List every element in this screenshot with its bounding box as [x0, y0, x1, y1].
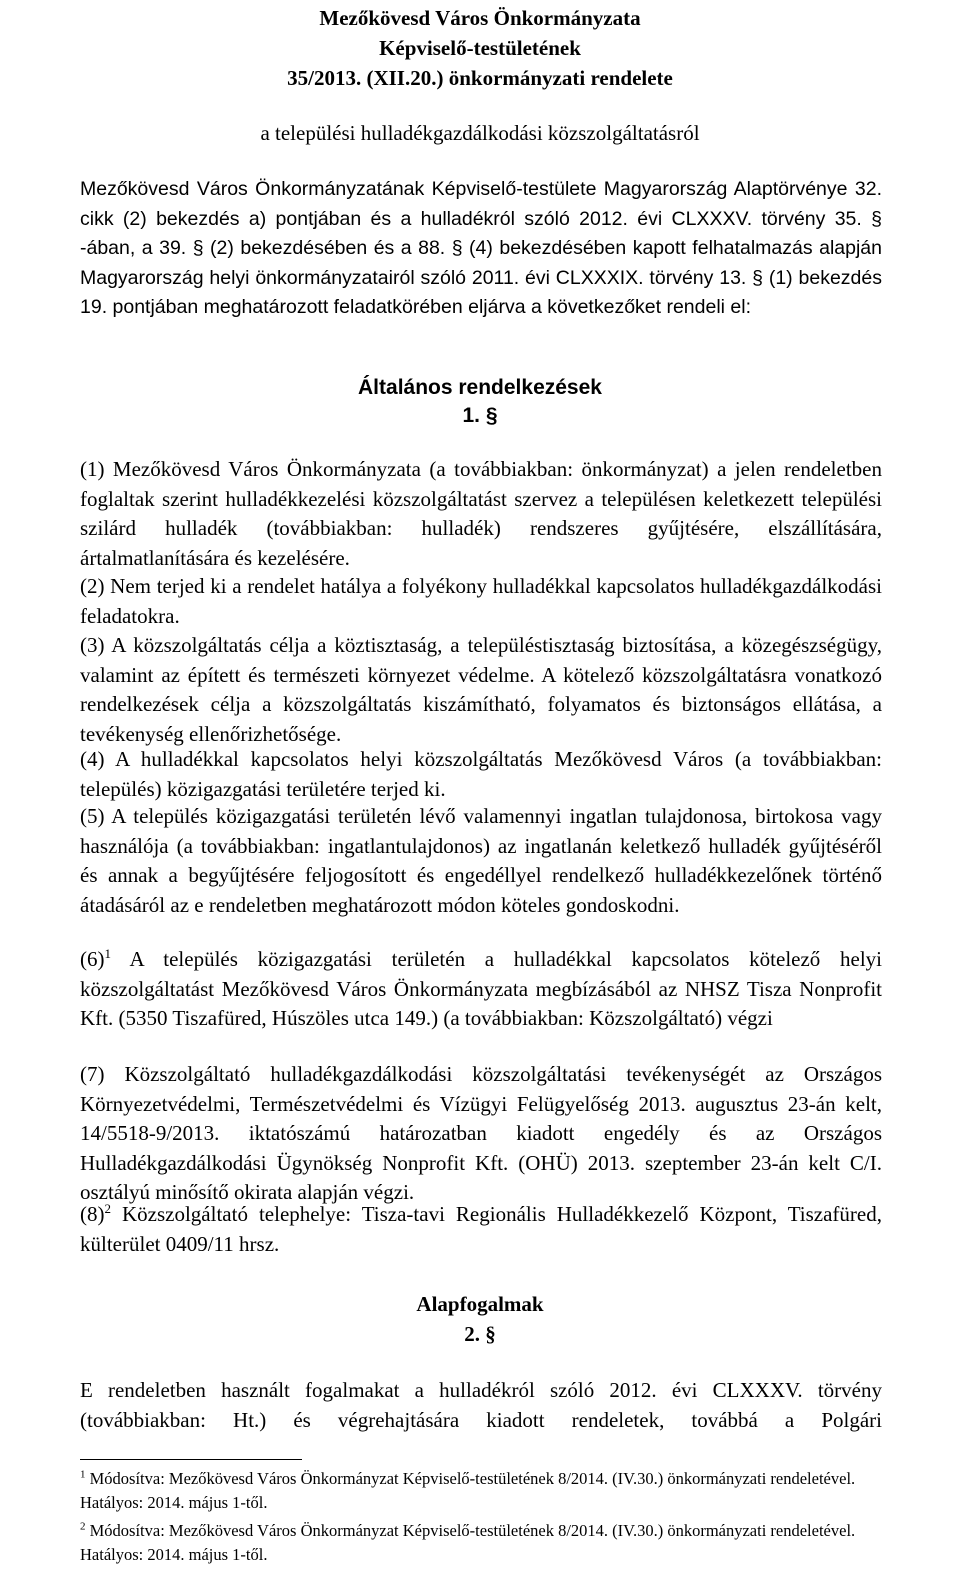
section-1-paragraph-2: (2) Nem terjed ki a rendelet hatálya a folyékony hulladékkal kapcsolatos hulladékgazdálkodási feladatokra.: [80, 574, 882, 628]
document-title-line1: Mezőkövesd Város Önkormányzata: [319, 6, 641, 30]
paragraph-8-number: (8): [80, 1202, 105, 1226]
document-title-line3: 35/2013. (XII.20.) önkormányzati rendelete: [287, 66, 673, 90]
section-1-paragraph-1: (1) Mezőkövesd Város Önkormányzata (a továbbiakban: önkormányzat) a jelen rendeletben foglaltak szerint hulladékkezelési közszolgáltatást szervez a településen keletkezett települési szilárd hulladék (továbbiakban: hulladék) rendszeres gyűjtésére, elszállítására, ártalmatlanítására és kezelésére.: [80, 457, 882, 570]
section-2-title: Alapfogalmak: [416, 1292, 544, 1316]
section-1-paragraph-6: [80, 945, 882, 1034]
preamble-paragraph: Mezőkövesd Város Önkormányzatának Képviselő-testülete Magyarország Alaptörvénye 32. cikk (2) bekezdés a) pontjában és a hulladékról szóló 2012. évi CLXXXV. törvény 35. § -ában, a 39. § (2) bekezdésében és a 88. § (4) bekezdésében kapott felhatalmazás alapján Magyarország helyi önkormányzatairól szóló 2011. évi CLXXXIX. törvény 13. § (1) bekezdés 19. pontjában meghatározott feladatkörében eljárva a következőket rendeli el:: [80, 178, 882, 318]
footnote-1: [80, 1467, 882, 1515]
footnote-2-text: Módosítva: Mezőkövesd Város Önkormányzat Képviselő-testületének 8/2014. (IV.30.) önkormányzati rendeletével. Hatályos: 2014. május 1-től.: [80, 1521, 856, 1564]
footnote-ref-2[interactable]: 2: [104, 1201, 111, 1216]
section-1-title: Általános rendelkezések: [358, 376, 602, 399]
paragraph-6-number: (6): [80, 947, 105, 971]
footnote-2-mark: 2: [80, 1520, 86, 1533]
footnote-2: [80, 1519, 882, 1567]
section-2-paragraph-1: E rendeletben használt fogalmakat a hulladékról szóló 2012. évi CLXXXV. törvény (továbbiakban: Ht.) és végrehajtására kiadott rendeletek, továbbá a Polgári: [80, 1378, 882, 1432]
section-1-paragraph-8: [80, 1200, 882, 1259]
section-1-paragraph-3: (3) A közszolgáltatás célja a köztisztaság, a településtisztaság biztosítása, a közegészségügy, valamint az épített és természeti környezet védelme. A kötelező közszolgáltatásra vonatkozó rendelkezések célja a közszolgáltatás kiszámítható, folyamatos és biztonságos ellátása, a tevékenység ellenőrizhetősége.: [80, 633, 882, 746]
section-1-paragraph-7: (7) Közszolgáltató hulladékgazdálkodási közszolgáltatási tevékenységét az Országos Környezetvédelmi, Természetvédelmi és Vízügyi Felügyelőség 2013. augusztus 23-án kelt, 14/5518-9/2013. iktatószámú határozatban kiadott engedély és az Országos Hulladékgazdálkodási Ügynökség Nonprofit Kft. (OHÜ) 2013. szeptember 23-án kelt C/I. osztályú minősítő okirata alapján végzi.: [80, 1062, 882, 1204]
footnote-separator: [80, 1459, 302, 1460]
section-1-paragraph-5: (5) A település közigazgatási területén lévő valamennyi ingatlan tulajdonosa, birtokosa vagy használója (a továbbiakban: ingatlantulajdonos) az ingatlanán keletkező hulladék gyűjtéséről és annak a begyűjtésére feljogosított és engedéllyel rendelkező hulladékkezelőnek történő átadásáról az e rendeletben meghatározott módon köteles gondoskodni.: [80, 804, 882, 917]
section-1-number: 1. §: [462, 404, 498, 427]
document-subject: a települési hulladékgazdálkodási közszolgáltatásról: [260, 121, 700, 145]
paragraph-8-text: Közszolgáltató telephelye: Tisza-tavi Regionális Hulladékkezelő Központ, Tiszafüred, külterület 0409/11 hrsz.: [80, 1202, 882, 1256]
paragraph-6-text: A település közigazgatási területén a hulladékkal kapcsolatos kötelező helyi közszolgáltatást Mezőkövesd Város Önkormányzata megbízásából az NHSZ Tisza Nonprofit Kft. (5350 Tiszafüred, Húszöles utca 149.) (a továbbiakban: Közszolgáltató) végzi: [80, 947, 882, 1030]
footnote-1-mark: 1: [80, 1468, 86, 1481]
footnote-1-text: Módosítva: Mezőkövesd Város Önkormányzat Képviselő-testületének 8/2014. (IV.30.) önkormányzati rendeletével. Hatályos: 2014. május 1-től.: [80, 1469, 856, 1512]
footnote-ref-1[interactable]: 1: [104, 946, 111, 961]
section-1-paragraph-4: (4) A hulladékkal kapcsolatos helyi közszolgáltatás Mezőkövesd Város (a továbbiakban: település) közigazgatási területére terjed ki.: [80, 747, 882, 801]
document-title-line2: Képviselő-testületének: [379, 36, 581, 60]
section-2-number: 2. §: [464, 1322, 496, 1346]
